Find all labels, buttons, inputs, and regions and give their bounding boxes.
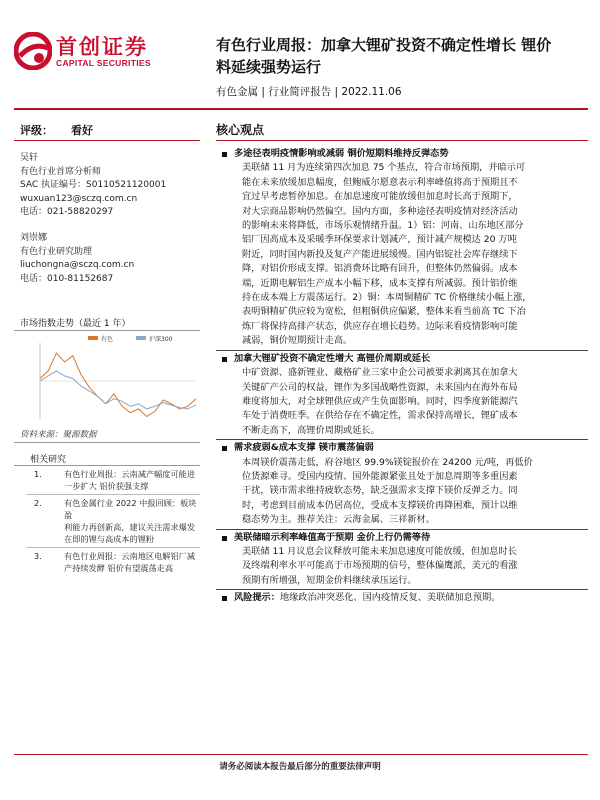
paragraph-line: 车处于消费旺季。在供给存在不确定性，需求保持高增长，锂矿成本 [242,410,518,422]
market-divider [14,330,200,331]
paragraph-line: 稳态势为主。推荐关注：云海金属、三祥新材。 [242,514,435,526]
section-paragraph [216,456,588,528]
analyst-line: 有色行业首席分析师 [20,166,102,177]
capital-securities-logo-icon [14,32,52,70]
legend-swatch [88,336,98,340]
section-heading [216,441,588,455]
related-item-line: 在即的锂与高成本的锂粉 [64,534,155,545]
section-heading [216,147,588,161]
related-research-list [26,468,200,574]
paragraph-line: 端，近期电解铝生产成本小幅下移，成本支撑有所减弱。预计铝价维 [242,277,518,289]
section-paragraph [216,545,588,588]
section-divider [216,439,588,440]
square-bullet-icon [222,596,227,601]
paragraph-line: 不断走高下，高锂价周期或延长。 [242,424,380,436]
paragraph-line: 表明铜精矿供应较为宽松，但粗铜供应偏紧，整体来看当前高 TC 下冶 [242,306,526,318]
report-title-line: 有色行业周报：加拿大锂矿投资不确定性增长 锂价 [216,36,552,54]
section-paragraph [216,161,588,348]
related-item[interactable] [26,468,200,493]
paragraph-line: 对大宗商品影响仍然偏空。国内方面，多种途径表明疫情对经济活动 [242,205,518,217]
left-divider [14,140,200,141]
analyst-email[interactable]: liuchongna@sczq.com.cn [20,260,135,271]
related-item[interactable] [26,497,200,546]
rating [20,122,111,138]
analyst-line: SAC 执证编号：S0110521120001 [20,180,167,191]
related-divider [14,465,200,466]
paragraph-line: 美联储 11 月为连续第四次加息 75 个基点，符合市场预期，并暗示可 [242,162,526,174]
section-heading-tail: 地缘政治冲突恶化、国内疫情反复、美联储加息预期。 [279,592,501,604]
paragraph-line: 中矿资源、盛新锂业、藏格矿业三家中企公司被要求剥离其在加拿大 [242,367,518,379]
section-divider [216,589,588,590]
analyst-info [20,152,202,298]
legend-swatch [136,336,146,340]
section-paragraph [216,366,588,438]
paragraph-line: 干扰，镁市需求维持疲软态势，缺乏强需求支撑下镁价反弹乏力。同 [242,485,518,497]
analyst-block [20,152,202,220]
related-item-num: 2. [34,497,42,508]
related-item[interactable] [26,550,200,575]
report-title-line: 料延续强势运行 [216,58,322,76]
brand-name-cn: 首创证券 [56,35,148,59]
core-views-title: 核心观点 [216,123,265,137]
related-item-line: 有色行业周报：云南减产幅度可能进 [64,469,196,479]
paragraph-line: 附近，同时国内新投及复产产能进展缓慢。国内铝锭社会库存继续下 [242,248,518,260]
paragraph-line: 时，考虑到目前成本仍居高位，受成本支撑镁价再降困难，预计以维 [242,499,518,511]
square-bullet-icon [222,446,227,451]
series-line-0 [40,353,196,416]
related-item-line: 产持续发酵 铝价有望震荡走高 [64,563,174,574]
source-divider [14,442,200,443]
legal-footer: 请务必阅读本报告最后部分的重要法律声明 [219,762,381,772]
rating-label: 评级： [20,124,53,137]
related-separator [26,547,200,548]
paragraph-line: 铝厂因高成本及采暖季环保要求计划减产，预计减产规模达 20 万吨 [242,234,517,246]
footer-divider [14,754,588,755]
related-item-num: 3. [34,550,42,561]
section-heading-text: 多途径表明疫情影响或减弱 铜价短期料维持反弹态势 [234,148,449,159]
paragraph-line: 的影响未来将降低，市场乐观情绪升温。1）铝：河南、山东地区部分 [242,220,524,232]
section-heading-text: 风险提示： [234,592,280,604]
market-index-chart [18,333,202,425]
related-item-line: 一步扩大 铝价获强支撑 [64,481,149,492]
paragraph-line: 美联储 11 月议息会议释放可能未来加息速度可能放缓，但加息时长 [242,545,517,557]
analyst-line: 有色行业研究助理 [20,246,93,257]
related-research-title: 相关研究 [30,455,67,465]
paragraph-line: 位货源难寻。受国内疫情、国外能源紧张且处于加息周期等多重因素 [242,470,518,482]
core-views-body [216,147,588,606]
square-bullet-icon [222,357,227,362]
section-heading [216,591,588,605]
paragraph-line: 宜过早考虑暂停加息。在加息速度可能放缓但加息时长高于预期下， [242,191,518,203]
section-heading [216,531,588,545]
paragraph-line: 炼厂将保持高排产状态，供应存在增长趋势。边际来看疫情影响可能 [242,320,518,332]
market-chart-title: 市场指数走势（最近 1 年） [20,319,131,329]
paragraph-line: 及终端利率水平可能高于市场预期的信号，整体偏鹰派，美元的看涨 [242,560,518,572]
brand-name-en: CAPITAL SECURITIES [56,58,151,68]
brand-logo [14,28,194,78]
paragraph-line: 能在未来放缓加息幅度，但鲍威尔愿意表示利率峰值将高于预期且不 [242,176,518,188]
square-bullet-icon [222,152,227,157]
paragraph-line: 减弱，铜价短期预计走高。 [242,335,353,347]
rating-value: 看好 [71,124,93,137]
square-bullet-icon [222,536,227,541]
related-item-num: 1. [34,469,42,479]
report-subhead: 有色金属 | 行业简评报告 | 2022.11.06 [216,86,402,98]
section-heading-text: 加拿大锂矿投资不确定性增大 高锂价周期或延长 [234,352,431,364]
chart-source: 资料来源：聚源数据 [20,430,97,440]
legend-label: 沪深300 [149,336,173,343]
analyst-block [20,232,202,286]
paragraph-line: 关键矿产公司的权益，锂作为多国战略性资源，未来国内在海外布局 [242,381,518,393]
analyst-line: 吴轩 [20,153,39,163]
analyst-line: 电话：010-81152687 [20,273,114,284]
paragraph-line: 本周镁价震荡走低，府谷地区 99.9%镁锭报价在 24200 元/吨，再低价 [242,456,533,468]
section-divider [216,529,588,530]
related-item-line: 利能力再创新高，建议关注需求爆发 [64,522,196,533]
section-heading-text: 美联储暗示利率峰值高于预期 金价上行仍需等待 [234,531,431,543]
analyst-line: 电话：021-58820297 [20,207,114,218]
right-divider [216,140,588,141]
series-line-1 [40,371,196,409]
analyst-line: 刘崇娜 [20,232,48,243]
related-item-line: 有色行业周报：云南地区电解铝厂减 [64,550,196,561]
paragraph-line: 降，对铝价形成支撑。铝消费环比略有回升，但整体仍然偏弱。成本 [242,263,518,275]
section-heading [216,352,588,366]
report-title [216,34,588,78]
analyst-email[interactable]: wuxuan123@sczq.com.cn [20,193,138,204]
paragraph-line: 难度将加大，对全球锂供应或产生负面影响。同时，四季度新能源汽 [242,395,518,407]
related-item-line: 有色金属行业 2022 中报回顾：板块盈 [64,497,197,520]
paragraph-line: 预期有所增强，短期金价料继续承压运行。 [242,574,417,586]
header-divider [14,108,588,110]
section-divider [216,350,588,351]
paragraph-line: 持在成本端上方震荡运行。2）铜：本周铜精矿 TC 价格继续小幅上涨， [242,292,532,304]
section-heading-text: 需求疲弱&成本支撑 镁市震荡偏弱 [234,442,374,454]
related-separator [26,494,200,495]
legend-label: 有色 [101,336,114,343]
